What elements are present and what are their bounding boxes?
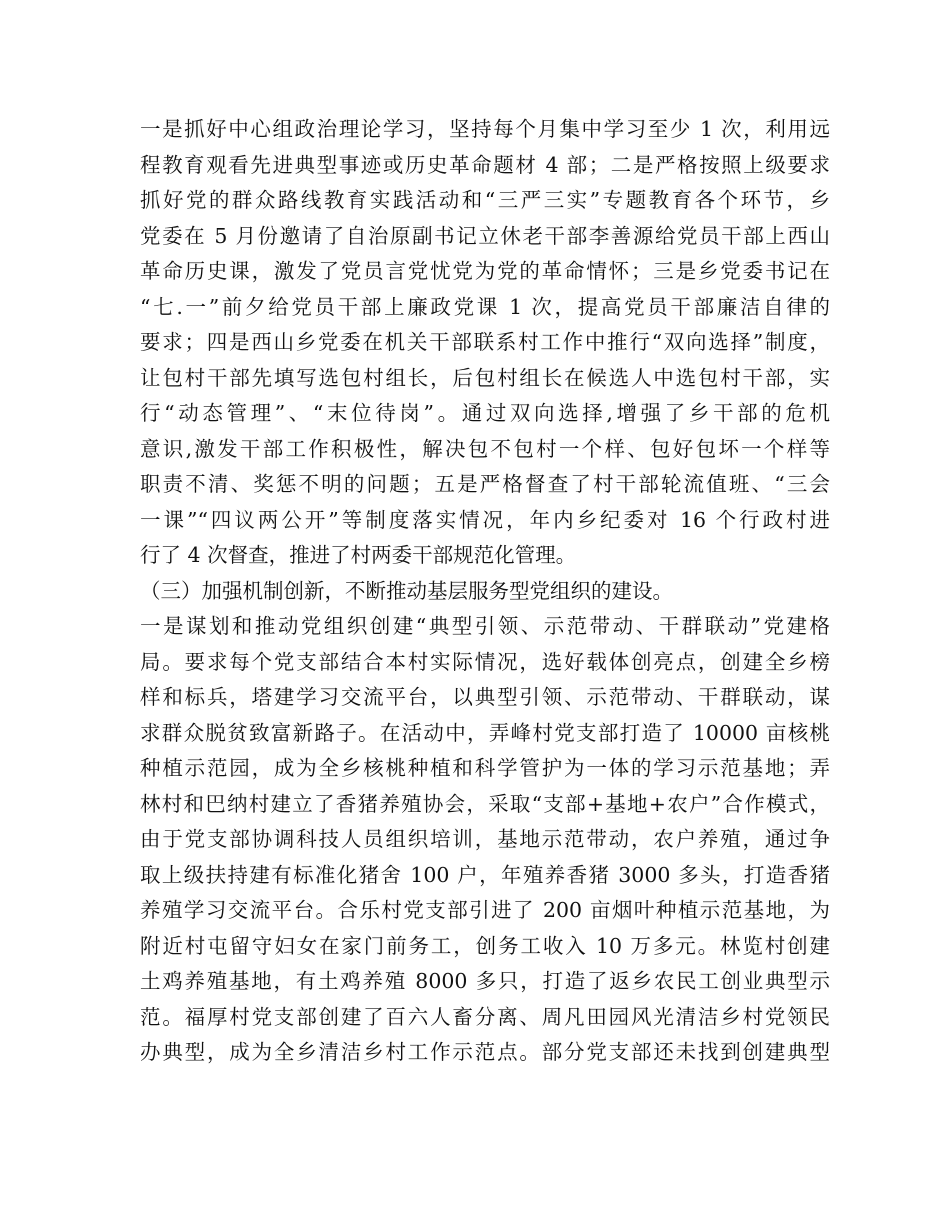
text-line: 局。要求每个党支部结合本村实际情况，选好载体创亮点，创建全乡榜: [140, 649, 830, 674]
text-line: 一是抓好中心组政治理论学习，坚持每个月集中学习至少 1 次，利用远: [140, 117, 830, 141]
text-line: 养殖学习交流平台。合乐村党支部引进了 200 亩烟叶种植示范基地，为: [140, 898, 830, 922]
text-line: “七.一”前夕给党员干部上廉政党课 1 次，提高党员干部廉洁自律的: [140, 294, 830, 319]
text-line: 办典型，成为全乡清洁乡村工作示范点。部分党支部还未找到创建典型: [140, 1040, 830, 1064]
text-line: 程教育观看先进典型事迹或历史革命题材 4 部；二是严格按照上级要求: [140, 152, 830, 177]
text-line: 职责不清、奖惩不明的问题；五是严格督查了村干部轮流值班、“三会: [140, 472, 830, 496]
text-line: 由于党支部协调科技人员组织培训，基地示范带动，农户养殖，通过争: [140, 827, 830, 851]
text-line: 附近村屯留守妇女在家门前务工，创务工收入 10 万多元。林览村创建: [140, 933, 830, 958]
text-line: 党委在 5 月份邀请了自治原副书记立休老干部李善源给党员干部上西山: [140, 223, 830, 248]
text-line: 取上级扶持建有标准化猪舍 100 户，年殖养香猪 3000 多头，打造香猪: [140, 862, 830, 887]
section-heading: （三）加强机制创新，不断推动基层服务型党组织的建设。: [140, 578, 673, 603]
text-line: 让包村干部先填写选包村组长，后包村组长在候选人中选包村干部，实: [140, 365, 830, 390]
text-line: 一是谋划和推动党组织创建“典型引领、示范带动、干群联动”党建格: [140, 614, 830, 638]
text-line: 行“动态管理”、“末位待岗”。通过双向选择,增强了乡干部的危机: [140, 401, 830, 425]
text-line: 求群众脱贫致富新路子。在活动中，弄峰村党支部打造了 10000 亩核桃: [140, 720, 830, 745]
text-line: 范。福厚村党支部创建了百六人畜分离、周凡田园风光清洁乡村党领民: [140, 1004, 830, 1029]
text-line: 种植示范园，成为全乡核桃种植和科学管护为一体的学习示范基地；弄: [140, 756, 830, 780]
text-line: 林村和巴纳村建立了香猪养殖协会，采取“支部+基地+农户”合作模式，: [140, 791, 830, 816]
text-line: 意识,激发干部工作积极性，解决包不包村一个样、包好包坏一个样等: [140, 436, 830, 461]
text-line: 一课”“四议两公开”等制度落实情况，年内乡纪委对 16 个行政村进: [140, 507, 830, 532]
text-line: 革命历史课，激发了党员言党忧党为党的革命情怀；三是乡党委书记在: [140, 259, 830, 283]
document-body: [140, 112, 830, 1071]
text-line: 抓好党的群众路线教育实践活动和“三严三实”专题教育各个环节，乡: [140, 188, 830, 212]
text-line: 土鸡养殖基地，有土鸡养殖 8000 多只，打造了返乡农民工创业典型示: [140, 969, 830, 993]
text-line: 样和标兵，塔建学习交流平台，以典型引领、示范带动、干群联动，谋: [140, 685, 830, 709]
paragraph-end-line: 行了 4 次督查，推进了村两委干部规范化管理。: [140, 543, 577, 567]
text-line: 要求；四是西山乡党委在机关干部联系村工作中推行“双向选择”制度，: [140, 330, 830, 354]
